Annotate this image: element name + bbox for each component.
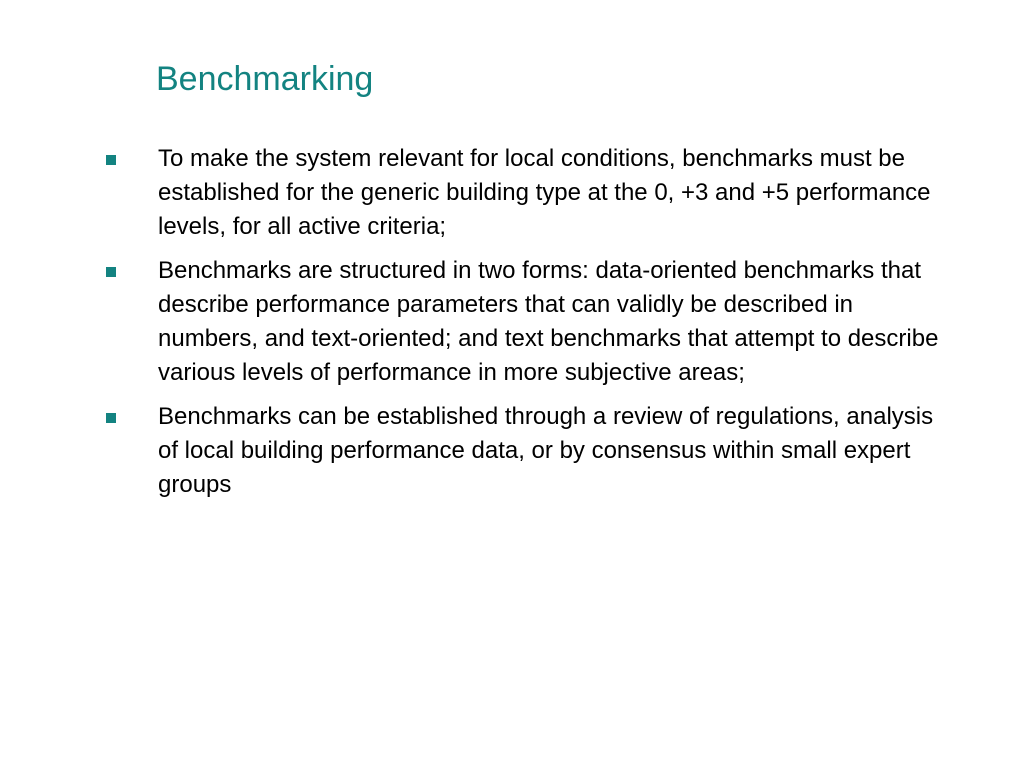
bullet-text: To make the system relevant for local conditions, benchmarks must be established for the generic building type at the 0, +3 and +5 performance levels, for all active criteria; [158,145,931,240]
square-bullet-icon [106,267,116,277]
bullet-text: Benchmarks are structured in two forms: data-oriented benchmarks that describe performance parameters that can validly be described in numbers, and text-oriented; and text benchmarks that attempt to describe various levels of performance in more subjective areas; [158,257,939,386]
slide-title: Benchmarking [156,60,374,98]
bullet-item [102,254,952,390]
square-bullet-icon [106,413,116,423]
bullet-item [102,142,952,244]
bullet-text: Benchmarks can be established through a review of regulations, analysis of local building performance data, or by consensus within small expert groups [158,403,934,498]
bullet-item [102,400,952,502]
bullet-list [102,142,952,512]
square-bullet-icon [106,155,116,165]
